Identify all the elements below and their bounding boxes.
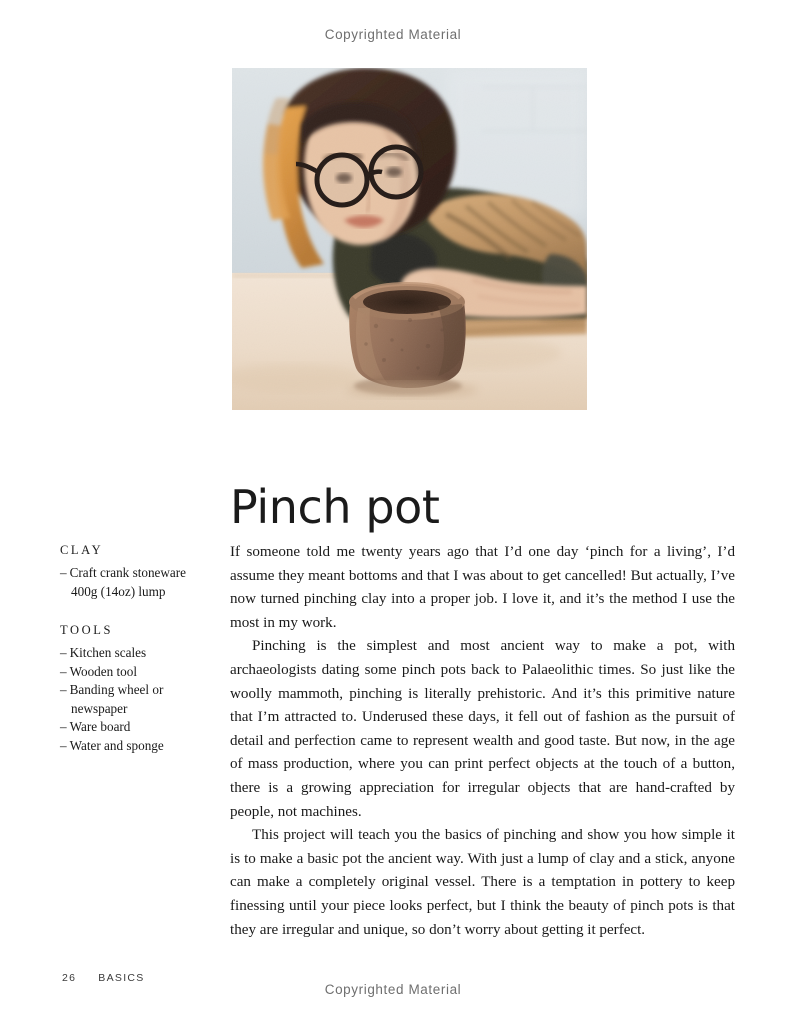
list-dash: – [60,565,67,580]
materials-heading-clay: CLAY [60,543,104,557]
materials-block-tools [60,623,210,755]
running-head-bottom: Copyrighted Material [324,982,462,997]
list-item [60,564,210,601]
list-item-label: Craft crank stoneware 400g (14oz) lump [69,565,187,599]
materials-list-clay [60,564,210,601]
list-dash: – [60,719,67,734]
list-item [60,663,210,682]
list-item [60,681,210,718]
list-item-label: Water and sponge [69,737,164,753]
page-title: Pinch pot [230,479,440,534]
list-item [60,718,210,737]
body-paragraph-1: If someone told me twenty years ago that I’d one day ‘pinch for a living’, I’d assume they meant bottoms and that I was about to get cancelled! But actually, I’ve now turned pinching clay into a proper job. I love it, and it’s the method I use the most in my work. [230,544,735,631]
folio-section: BASICS [98,972,145,984]
list-dash: – [60,682,67,697]
materials-list-tools [60,644,210,755]
folio-number: 26 [62,972,77,984]
photo-illustration [232,68,587,410]
body-text-column [230,541,735,942]
materials-heading-tools: TOOLS [60,623,114,637]
list-item [60,644,210,663]
list-item-label: Kitchen scales [69,645,147,660]
materials-block-clay [60,543,210,601]
list-dash: – [60,737,67,753]
list-item-label: Ware board [69,719,131,734]
body-paragraph-3: This project will teach you the basics of pinching and show you how simple it is to make a basic pot the ancient way. With just a lump of clay and a stick, anyone can make a completely original vessel. There is a temptation in pottery to keep finessing until your piece looks perfect, but I think the beauty of pinch pots is that they are irregular and unique, so don’t worry about getting it perfect. [230,827,735,938]
list-dash: – [60,645,67,660]
chapter-photo [232,68,587,410]
list-item-label: Banding wheel or newspaper [69,682,164,716]
list-dash: – [60,663,67,679]
list-item-label: Wooden tool [69,663,138,679]
body-paragraph-2: Pinching is the simplest and most ancient way to make a pot, with archaeologists dating some pinch pots back to Palaeolithic times. So just like the woolly mammoth, pinching is literally prehistoric. And it’s this primitive nature that I’m attracted to. Underused these days, it fell out of fashion as the pursuit of detail and perfection came to represent wealth and good taste. But now, in the age of mass production, where you can print perfect objects at the touch of a button, there is a growing appreciation for irregular objects that are hand-crafted by people, not machines. [230,638,735,820]
materials-sidebar [60,543,210,777]
running-head-top: Copyrighted Material [324,27,462,42]
list-item [60,737,210,756]
